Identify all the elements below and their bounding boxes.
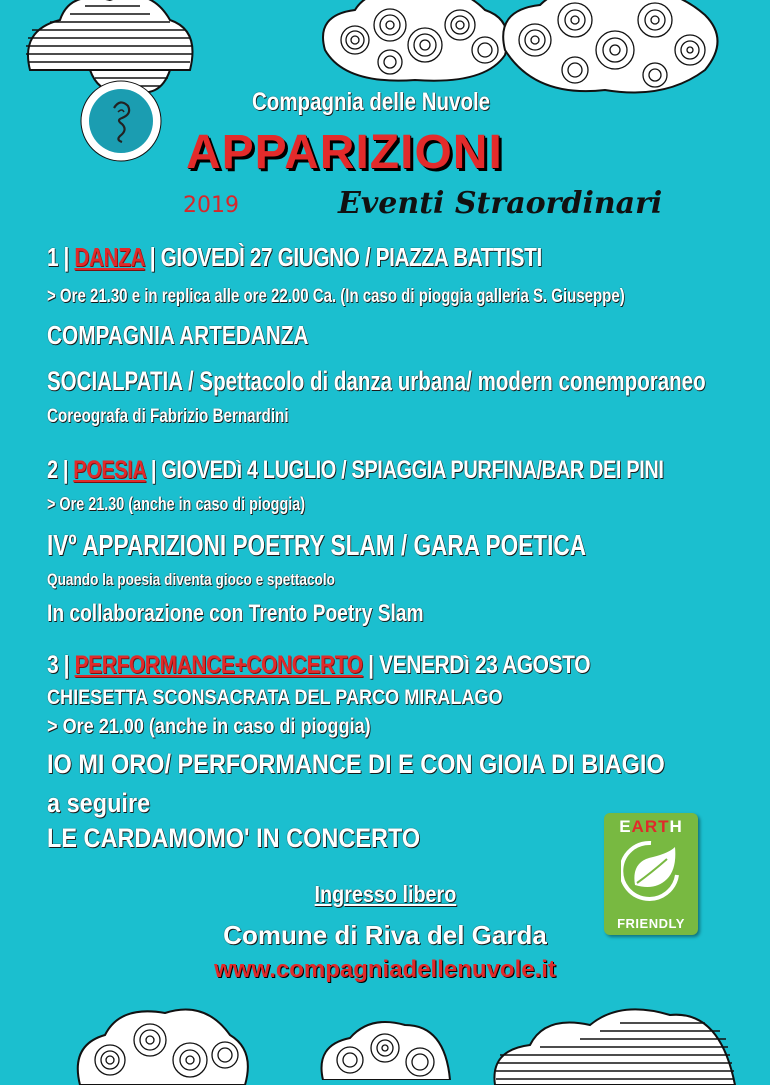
event-2-date-place: GIOVEDì 4 LUGLIO / SPIAGGIA PURFINA/BAR DEI PINI — [161, 456, 664, 484]
website-link[interactable] — [0, 956, 770, 984]
comune: Comune di Riva del Garda — [223, 920, 547, 950]
event-2-collaboration: In collaborazione con Trento Poetry Slam — [47, 600, 424, 627]
company-logo — [78, 78, 164, 164]
event-1-show: SOCIALPATIA / Spettacolo di danza urbana/ modern conemporaneo — [47, 366, 706, 396]
event-3-place: CHIESETTA SCONSACRATA DEL PARCO MIRALAGO — [47, 686, 503, 709]
cloud-bottom-right — [490, 1005, 740, 1085]
earth-friendly-badge — [604, 813, 698, 935]
event-3-category: PERFORMANCE+CONCERTO — [74, 651, 363, 679]
event-1-company: COMPAGNIA ARTEDANZA — [47, 320, 309, 350]
event-2-separator: | — [150, 456, 157, 484]
badge-bottom-text: FRIENDLY — [617, 916, 685, 931]
badge-top-text: EARTH — [619, 817, 683, 836]
event-1-category: DANZA — [74, 242, 145, 272]
event-1-number: 1 | — [47, 242, 69, 272]
cloud-top-right — [495, 0, 725, 100]
event-1-choreographer: Coreografa di Fabrizio Bernardini — [47, 406, 289, 427]
page-title: APPARIZIONI — [186, 126, 503, 179]
event-2-description: Quando la poesia diventa gioco e spettacolo — [47, 570, 335, 589]
cloud-bottom-left — [70, 1005, 250, 1085]
event-3-heading — [47, 651, 590, 680]
year: 2019 — [183, 193, 239, 218]
event-2-title: IVº APPARIZIONI POETRY SLAM / GARA POETICA — [47, 530, 587, 562]
event-3-time: > Ore 21.00 (anche in caso di pioggia) — [47, 715, 371, 738]
event-3-concert: LE CARDAMOMO' IN CONCERTO — [47, 823, 421, 853]
event-1-date-place: GIOVEDÌ 27 GIUGNO / PIAZZA BATTISTI — [160, 242, 542, 272]
event-1-time: > Ore 21.30 e in replica alle ore 22.00 Ca. (In caso di pioggia galleria S. Giuseppe) — [47, 286, 625, 307]
event-2-number: 2 | — [47, 456, 69, 484]
cloud-bottom-middle — [315, 1020, 455, 1080]
website-url[interactable]: www.compagniadellenuvole.it — [214, 956, 556, 983]
event-2-heading — [47, 456, 664, 485]
event-3-a-seguire: a seguire — [47, 788, 151, 818]
event-3-number: 3 | — [47, 651, 70, 679]
event-3-performance: IO MI ORO/ PERFORMANCE DI E CON GIOIA DI BIAGIO — [47, 749, 665, 779]
entry-info: Ingresso libero — [314, 881, 456, 907]
event-3-date: VENERDì 23 AGOSTO — [379, 651, 591, 679]
event-1-separator: | — [149, 242, 156, 272]
event-1-heading — [47, 242, 542, 273]
event-2-time: > Ore 21.30 (anche in caso di pioggia) — [47, 494, 306, 514]
event-2-category: POESIA — [73, 456, 146, 484]
cloud-top-middle — [315, 0, 515, 90]
company-name: Compagnia delle Nuvole — [252, 88, 491, 116]
subtitle: Eventi Straordinari — [338, 186, 663, 221]
event-3-separator: | — [368, 651, 374, 679]
